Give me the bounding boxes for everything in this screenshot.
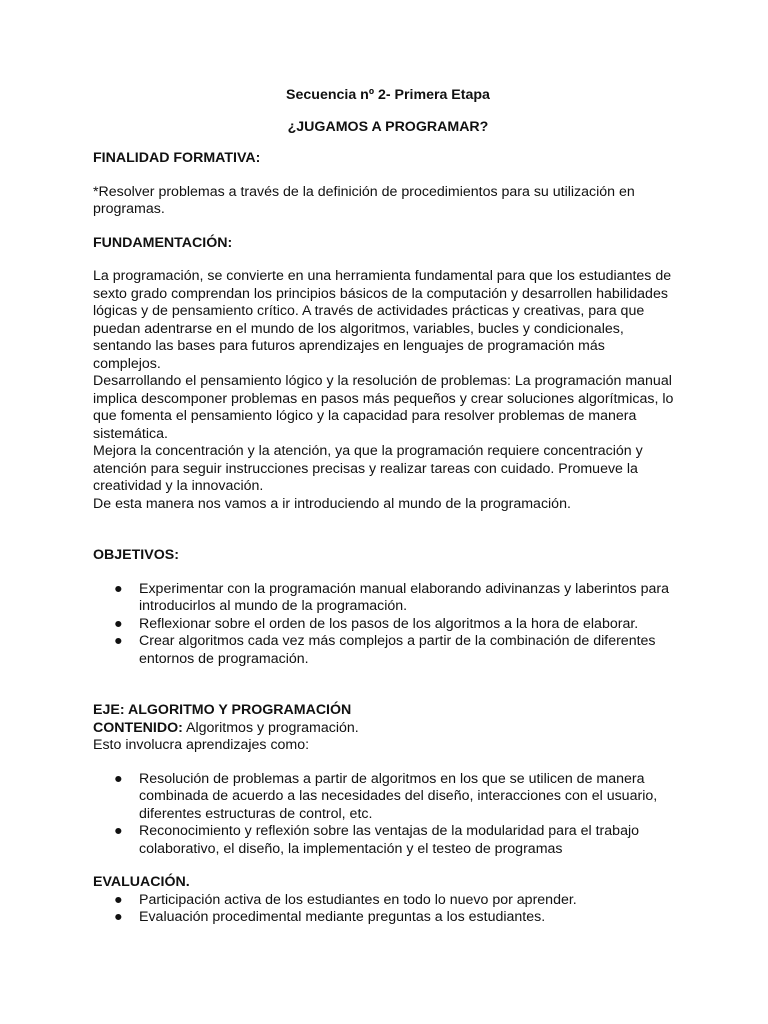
document-page bbox=[93, 79, 683, 927]
fundamentacion-line: creatividad y la innovación. bbox=[93, 478, 264, 494]
evaluacion-heading: EVALUACIÓN. bbox=[93, 874, 190, 890]
bullet-icon: ● bbox=[114, 770, 123, 787]
contenido-text: Algoritmos y programación. bbox=[182, 719, 359, 736]
bullet-icon: ● bbox=[114, 615, 123, 632]
list-item bbox=[93, 581, 683, 616]
list-item-text: Reconocimiento y reflexión sobre las ventajas de la modularidad para el trabajo colaborativo, el diseño, la implementación y el testeo de programas bbox=[139, 823, 639, 857]
fundamentacion-line: Mejora la concentración y la atención, ya que la programación requiere concentración y bbox=[93, 443, 643, 459]
list-item bbox=[93, 892, 683, 910]
objetivos-heading: OBJETIVOS: bbox=[93, 547, 179, 563]
bullet-icon: ● bbox=[114, 823, 123, 839]
objetivos-list bbox=[93, 581, 683, 669]
eje-list bbox=[93, 771, 683, 859]
fundamentacion-line: sentando las bases para futuros aprendizajes en lenguajes de programación más bbox=[93, 338, 605, 354]
fundamentacion-line: La programación, se convierte en una herramienta fundamental para que los estudiantes de bbox=[93, 268, 672, 284]
document-subtitle: ¿JUGAMOS A PROGRAMAR? bbox=[287, 118, 489, 135]
fundamentacion-line: lógicas y de pensamiento crítico. A través de actividades prácticas y creativas, para que bbox=[93, 303, 645, 319]
fundamentacion-line: que fomenta el pensamiento lógico y la capacidad para resolver problemas de manera bbox=[93, 408, 637, 424]
fundamentacion-line: sexto grado comprendan los principios básicos de la computación y desarrollen habilidades bbox=[93, 285, 668, 302]
list-item bbox=[93, 909, 683, 927]
eje-heading: EJE: ALGORITMO Y PROGRAMACIÓN bbox=[93, 702, 352, 718]
fundamentacion-line: sistemática. bbox=[93, 425, 168, 442]
bullet-icon: ● bbox=[114, 891, 123, 908]
fundamentacion-line: implica descomponer problemas en pasos más pequeños y crear soluciones algorítmicas, lo bbox=[93, 390, 674, 407]
fundamentacion-line: atención para seguir instrucciones precisas y realizar tareas con cuidado. Promueve la bbox=[93, 460, 638, 477]
finalidad-heading: FINALIDAD FORMATIVA: bbox=[93, 150, 261, 166]
finalidad-text: *Resolver problemas a través de la definición de procedimientos para su utilización en programas. bbox=[93, 183, 635, 217]
fundamentacion-line: puedan adentrarse en el mundo de los algoritmos, variables, bucles y condicionales, bbox=[93, 320, 624, 337]
fundamentacion-body bbox=[93, 268, 683, 513]
bullet-icon: ● bbox=[114, 580, 123, 597]
document-title: Secuencia nº 2- Primera Etapa bbox=[286, 87, 490, 103]
contenido-line bbox=[93, 720, 683, 738]
bullet-icon: ● bbox=[114, 633, 123, 649]
list-item bbox=[93, 616, 683, 634]
eje-intro: Esto involucra aprendizajes como: bbox=[93, 737, 310, 753]
fundamentacion-line: Desarrollando el pensamiento lógico y la resolución de problemas: La programación manual bbox=[93, 373, 672, 389]
list-item-text: Resolución de problemas a partir de algoritmos en los que se utilicen de manera combinada de acuerdo a las necesidades del diseño, interacciones con el usuario, diferentes estructuras de control, etc. bbox=[139, 770, 658, 822]
list-item bbox=[93, 633, 683, 668]
list-item-text: Participación activa de los estudiantes en todo lo nuevo por aprender. bbox=[139, 891, 577, 908]
list-item-text: Reflexionar sobre el orden de los pasos de los algoritmos a la hora de elaborar. bbox=[139, 615, 639, 632]
bullet-icon: ● bbox=[114, 909, 123, 925]
fundamentacion-line: De esta manera nos vamos a ir introduciendo al mundo de la programación. bbox=[93, 495, 571, 512]
list-item-text: Experimentar con la programación manual elaborando adivinanzas y laberintos para introducirlos al mundo de la programación. bbox=[139, 580, 669, 614]
list-item-text: Crear algoritmos cada vez más complejos a partir de la combinación de diferentes entornos de programación. bbox=[139, 633, 656, 667]
list-item bbox=[93, 823, 683, 858]
evaluacion-list bbox=[93, 892, 683, 927]
contenido-label: CONTENIDO: bbox=[93, 719, 183, 736]
list-item bbox=[93, 771, 683, 824]
fundamentacion-heading: FUNDAMENTACIÓN: bbox=[93, 234, 233, 251]
list-item-text: Evaluación procedimental mediante preguntas a los estudiantes. bbox=[139, 909, 546, 925]
fundamentacion-line: complejos. bbox=[93, 355, 161, 372]
